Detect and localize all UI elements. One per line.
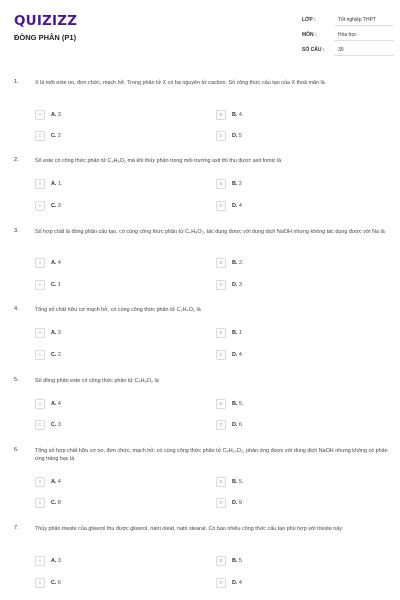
option-value: 4: [57, 259, 61, 266]
option-letter-box: A: [35, 258, 45, 268]
option-c[interactable]: [35, 201, 195, 211]
meta-key: MÔN :: [302, 32, 317, 38]
option-b[interactable]: [216, 179, 376, 189]
option-value: 5.: [238, 400, 244, 407]
question-number: 4.: [14, 306, 19, 312]
option-value: 1: [238, 329, 242, 336]
option-letter: A.: [51, 180, 57, 187]
option-letter: A.: [51, 259, 57, 266]
option-letter: B.: [232, 329, 238, 336]
option-letter: C.: [51, 202, 57, 209]
option-letter-box: C: [35, 420, 45, 430]
worksheet-title: ĐỒNG PHÂN (P1): [14, 33, 77, 42]
option-c[interactable]: [35, 578, 195, 588]
question-number: 6.: [14, 447, 19, 453]
option-value: 3: [57, 202, 61, 209]
option-letter-box: C: [35, 201, 45, 211]
option-a[interactable]: [35, 399, 195, 409]
meta-underline: [334, 40, 394, 41]
option-d[interactable]: [216, 578, 376, 588]
option-value: 4: [238, 202, 242, 209]
option-c[interactable]: [35, 350, 195, 360]
question-number: 7.: [14, 525, 19, 531]
meta-value: Hóa học: [338, 32, 357, 38]
option-letter: C.: [51, 281, 57, 288]
option-c[interactable]: [35, 131, 195, 141]
option-b[interactable]: [216, 477, 376, 487]
option-value: 2: [238, 180, 242, 187]
option-letter-box: C: [35, 350, 45, 360]
option-value: 4: [57, 478, 61, 485]
option-letter-box: D: [216, 350, 226, 360]
option-c[interactable]: [35, 498, 195, 508]
option-letter-box: B: [216, 258, 226, 268]
option-letter: C.: [51, 579, 57, 586]
question-text: Số hợp chất là đồng phân cấu tạo, có cùng công thức phân tử C₄H₈O₂, tác dụng được với dung dịch NaOH nhưng không tác dụng được với Na là: [35, 229, 385, 235]
option-value: 3: [57, 329, 61, 336]
option-b[interactable]: [216, 110, 376, 120]
option-b[interactable]: [216, 556, 376, 566]
question-text: Số este có công thức phân tử C₄H₈O₂ mà khi thủy phân trong môi trường axit thì thu được axit fomic là: [35, 158, 282, 164]
option-value: 3: [238, 281, 242, 288]
option-letter-box: C: [35, 578, 45, 588]
option-value: 2.: [238, 259, 244, 266]
option-letter-box: A: [35, 399, 45, 409]
option-letter: A.: [51, 400, 57, 407]
option-d[interactable]: [216, 131, 376, 141]
option-letter-box: B: [216, 477, 226, 487]
option-value: 4: [238, 579, 242, 586]
option-letter: D.: [232, 202, 238, 209]
option-letter-box: D: [216, 201, 226, 211]
option-d[interactable]: [216, 350, 376, 360]
option-letter-box: A: [35, 179, 45, 189]
question-number: 5.: [14, 377, 19, 383]
option-d[interactable]: [216, 420, 376, 430]
question-text: Tổng số hợp chất hữu cơ no, đơn chức, mạch hở, có cùng công thức phân tử C₅H₁₀O₂, phản ứng được với dung dịch NaOH nhưng không có phản ứng tráng bạc là: [35, 448, 388, 462]
question-number: 3.: [14, 228, 19, 234]
option-value: 4.: [238, 111, 244, 118]
question-text: Tổng số chất hữu cơ mạch hở, có cùng công thức phân tử C₂H₄O₂ là: [35, 307, 201, 313]
option-letter-box: B: [216, 328, 226, 338]
option-b[interactable]: [216, 258, 376, 268]
option-letter-box: C: [35, 131, 45, 141]
option-a[interactable]: [35, 179, 195, 189]
option-letter: C.: [51, 499, 57, 506]
option-value: 3: [57, 421, 61, 428]
option-value: 2: [57, 132, 61, 139]
question-text: Thủy phân trieste của glixerol thu được glixerol, natri oleat, natri stearat. Có bao nhiêu công thức cấu tạo phù hợp với trieste này: [35, 526, 342, 532]
quizizz-logo: QUIZIZZ: [14, 13, 78, 29]
option-letter-box: D: [216, 420, 226, 430]
option-letter-box: A: [35, 556, 45, 566]
option-letter-box: D: [216, 280, 226, 290]
option-letter-box: A: [35, 477, 45, 487]
option-letter: C.: [51, 351, 57, 358]
option-letter: D.: [232, 132, 238, 139]
option-value: 4: [57, 400, 61, 407]
worksheet-header: [0, 0, 400, 70]
option-letter-box: B: [216, 179, 226, 189]
question-text: Số đồng phân este có công thức phân tử C₄H₈O₂ là: [35, 378, 159, 384]
option-value: 8: [57, 499, 61, 506]
question-text: X là một este no, đơn chức, mạch hở. Trong phân tử X có ba nguyên tử cacbon. Số công thức cấu tạo của X thoả mãn là: [35, 80, 325, 86]
option-d[interactable]: [216, 201, 376, 211]
meta-value: Tốt nghiệp THPT: [338, 17, 376, 23]
option-letter: D.: [232, 579, 238, 586]
option-value: 9: [238, 499, 242, 506]
option-letter: A.: [51, 329, 57, 336]
option-letter: D.: [232, 351, 238, 358]
option-b[interactable]: [216, 328, 376, 338]
option-a[interactable]: [35, 328, 195, 338]
option-letter: A.: [51, 111, 57, 118]
option-c[interactable]: [35, 420, 195, 430]
option-letter-box: A: [35, 328, 45, 338]
question-number: 1.: [14, 79, 19, 85]
option-a[interactable]: [35, 556, 195, 566]
option-letter: D.: [232, 499, 238, 506]
option-letter-box: B: [216, 110, 226, 120]
option-value: 2: [57, 351, 61, 358]
option-letter: D.: [232, 421, 238, 428]
option-value: 5: [238, 557, 242, 564]
option-a[interactable]: [35, 110, 195, 120]
question-number: 2.: [14, 157, 19, 163]
option-letter: B.: [232, 180, 238, 187]
option-value: 6: [238, 421, 242, 428]
option-value: 3: [57, 111, 61, 118]
option-d[interactable]: [216, 498, 376, 508]
option-letter: B.: [232, 478, 238, 485]
option-letter-box: C: [35, 498, 45, 508]
option-letter: B.: [232, 557, 238, 564]
option-letter: B.: [232, 400, 238, 407]
option-letter: D.: [232, 281, 238, 288]
option-value: 5: [238, 132, 242, 139]
option-letter-box: B: [216, 399, 226, 409]
option-letter: C.: [51, 421, 57, 428]
meta-underline: [334, 25, 394, 26]
meta-underline: [334, 55, 394, 56]
option-letter: B.: [232, 259, 238, 266]
option-value: 3: [57, 557, 61, 564]
option-letter: A.: [51, 478, 57, 485]
option-letter: A.: [51, 557, 57, 564]
option-letter-box: D: [216, 131, 226, 141]
option-letter-box: B: [216, 556, 226, 566]
meta-key: SỐ CÂU :: [302, 47, 325, 53]
option-value: 6: [57, 579, 61, 586]
meta-value: 30: [338, 47, 344, 53]
option-letter-box: D: [216, 578, 226, 588]
option-value: 4: [238, 351, 242, 358]
option-value: 1.: [57, 180, 63, 187]
option-letter-box: A: [35, 110, 45, 120]
meta-key: LỚP :: [302, 17, 316, 23]
option-a[interactable]: [35, 477, 195, 487]
option-letter-box: C: [35, 280, 45, 290]
option-a[interactable]: [35, 258, 195, 268]
option-letter: B.: [232, 111, 238, 118]
option-b[interactable]: [216, 399, 376, 409]
option-value: 1: [57, 281, 61, 288]
option-d[interactable]: [216, 280, 376, 290]
option-c[interactable]: [35, 280, 195, 290]
option-value: 5.: [238, 478, 244, 485]
option-letter-box: D: [216, 498, 226, 508]
option-letter: C.: [51, 132, 57, 139]
